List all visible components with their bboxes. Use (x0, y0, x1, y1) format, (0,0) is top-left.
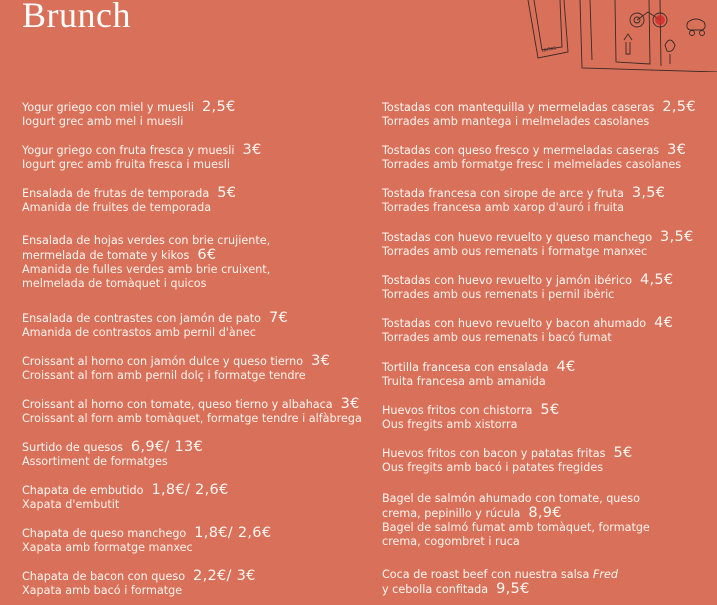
item-name-es: Bagel de salmón ahumado con tomate, queso (382, 492, 640, 505)
item-price: 5€ (217, 185, 237, 201)
item-price: 6,9€/ 13€ (130, 439, 204, 455)
item-name-ca-cont: melmelada de tomàquet i quicos (22, 277, 207, 290)
item-price: 4€ (556, 359, 576, 375)
menu-item (382, 230, 712, 259)
item-name-ca: Iogurt grec amb fruita fresca i muesli (22, 158, 231, 171)
item-name-es: Tostadas con huevo revuelto y jamón ibérico (382, 274, 632, 287)
item-name-ca: Ous fregits amb xistorra (382, 418, 518, 431)
item-name-es: Tostadas con queso fresco y mermeladas caseras (382, 144, 660, 157)
item-price: 2,2€/ 3€ (193, 568, 256, 584)
item-name-es: Huevos fritos con bacon y patatas fritas (382, 447, 606, 460)
item-price: 3,5€ (660, 229, 694, 245)
item-name-ca: Torrades amb formatge fresc i melmelades casolanes (382, 158, 682, 171)
item-name-ca: Xapata d'embutit (22, 498, 120, 511)
item-name-es: Croissant al horno con tomate, queso tierno y albahaca (22, 398, 333, 411)
item-name-es-cont: y cebolla confitada (382, 583, 489, 596)
item-name-ca: Xapata amb bacó i formatge (22, 584, 183, 597)
item-price: 3€ (311, 353, 331, 369)
item-name-ca: Ous fregits amb bacó i patates fregides (382, 461, 604, 474)
item-name-ca: Amanida de fruites de temporada (22, 201, 212, 214)
menu-item (22, 234, 372, 291)
item-price: 5€ (613, 445, 633, 461)
menu-item (22, 526, 372, 555)
item-name-ca: Bagel de salmó fumat amb tomàquet, formatge (382, 521, 650, 534)
item-name-ca-cont: crema, cogombret i ruca (382, 535, 520, 548)
menu-item (382, 316, 712, 345)
item-price: 5€ (540, 402, 560, 418)
item-price: 6€ (197, 247, 217, 263)
item-name-es: Tostadas con mantequilla y mermeladas caseras (382, 101, 655, 114)
item-name-ca: Amanida de contrastos amb pernil d'ànec (22, 326, 256, 339)
item-name-es: Tostada francesa con sirope de arce y fruta (382, 187, 624, 200)
item-name-es-italic: Fred (592, 568, 618, 581)
item-name-es: Chapata de bacon con queso (22, 570, 186, 583)
item-name-ca: Xapata amb formatge manxec (22, 541, 193, 554)
item-name-es: Tostadas con huevo revuelto y bacon ahumado (382, 317, 647, 330)
item-price: 4,5€ (639, 272, 674, 288)
item-name-es: Coca de roast beef con nuestra salsa (382, 568, 590, 581)
menu-item (22, 569, 372, 598)
storefront-illustration (520, 0, 717, 72)
menu-item (22, 483, 372, 512)
item-name-es: Yogur griego con fruta fresca y muesli (22, 144, 235, 157)
menu-item (382, 568, 712, 597)
item-name-es: Chapata de queso manchego (22, 527, 187, 540)
menu-item (22, 440, 372, 469)
item-price: 4€ (654, 315, 674, 331)
item-price: 2,5€ (662, 99, 696, 115)
item-name-ca: Torrades amb ous remenats i formatge manxec (382, 245, 648, 258)
menu-item (382, 186, 712, 215)
menu-item (382, 446, 712, 475)
menu-item (382, 492, 712, 549)
item-price: 3€ (340, 396, 360, 412)
menu-item (382, 273, 712, 302)
item-name-es: Surtido de quesos (22, 441, 123, 454)
item-price: 2,5€ (202, 99, 236, 115)
item-name-es: Tostadas con huevo revuelto y queso manchego (382, 231, 653, 244)
item-name-ca: Torrades amb ous remenats i bacó fumat (382, 331, 612, 344)
menu-item (22, 186, 372, 215)
item-name-es: Yogur griego con miel y muesli (22, 101, 195, 114)
item-name-es: Tortilla francesa con ensalada (382, 361, 549, 374)
item-price: 9,5€ (496, 581, 530, 597)
item-name-es: Huevos fritos con chistorra (382, 404, 533, 417)
item-name-ca: Torrades amb mantega i melmelades casolanes (382, 115, 650, 128)
item-name-es: Chapata de embutido (22, 484, 144, 497)
item-name-ca: Croissant al forn amb pernil dolç i formatge tendre (22, 369, 306, 382)
item-price: 1,8€/ 2,6€ (151, 482, 229, 498)
menu-item (382, 100, 712, 129)
item-name-es: Ensalada de frutas de temporada (22, 187, 210, 200)
item-price: 8,9€ (528, 505, 562, 521)
menu-item (22, 311, 372, 340)
item-name-es: Ensalada de hojas verdes con brie crujiente, (22, 234, 271, 247)
menu-item (382, 143, 712, 172)
menu-item (22, 100, 372, 129)
item-name-ca: Truita francesa amb amanida (382, 375, 546, 388)
item-name-ca: Torrades francesa amb xarop d'auró i fruita (382, 201, 625, 214)
item-price: 7€ (269, 310, 289, 326)
item-name-es-cont: crema, pepinillo y rúcula (382, 507, 521, 520)
item-name-ca: Iogurt grec amb mel i muesli (22, 115, 184, 128)
menu-item (22, 397, 372, 426)
item-name-es-cont: mermelada de tomate y kikos (22, 249, 190, 262)
page-title: Brunch (22, 0, 131, 35)
item-price: 3,5€ (631, 185, 666, 201)
menu-item (22, 354, 372, 383)
item-name-ca: Amanida de fulles verdes amb brie cruixent, (22, 263, 271, 276)
item-name-es: Ensalada de contrastes con jamón de pato (22, 312, 261, 325)
item-price: 1,8€/ 2,6€ (194, 525, 272, 541)
illustration-sign-text: tartes (541, 45, 557, 54)
menu-item (382, 403, 712, 432)
item-price: 3€ (667, 142, 687, 158)
menu-item (382, 360, 712, 389)
item-name-ca: Torrades amb ous remenats i pernil ibèric (382, 288, 615, 301)
menu-item (22, 143, 372, 172)
item-name-es: Croissant al horno con jamón dulce y queso tierno (22, 355, 304, 368)
item-name-ca: Assortiment de formatges (22, 455, 168, 468)
item-name-ca: Croissant al forn amb tomàquet, formatge tendre i alfàbrega (22, 412, 362, 425)
item-price: 3€ (242, 142, 262, 158)
